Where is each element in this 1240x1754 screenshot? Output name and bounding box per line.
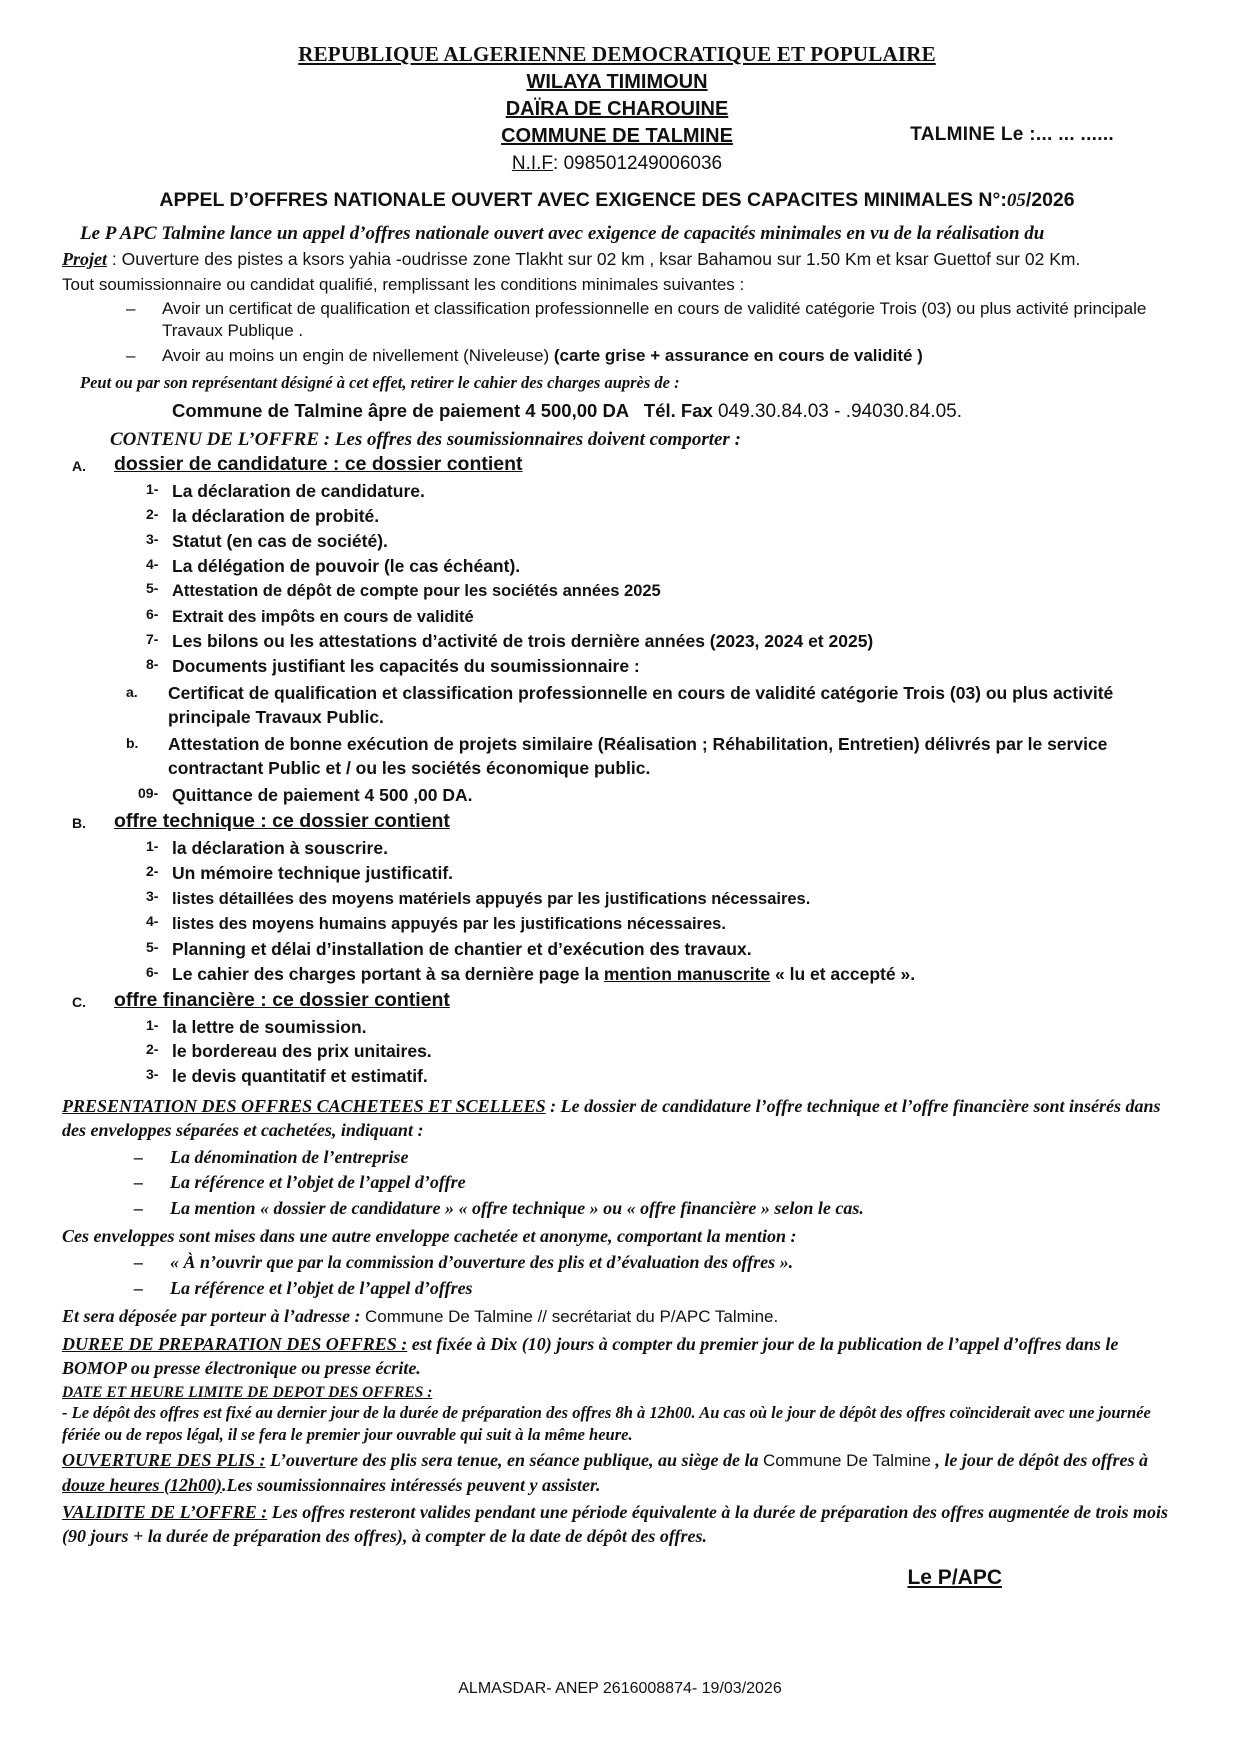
item-text: la déclaration à souscrire. <box>172 838 388 859</box>
place-date: TALMINE Le :... ... ...... <box>910 124 1114 145</box>
item-text: listes détaillées des moyens matériels appuyés par les justifications nécessaires. <box>172 890 811 909</box>
peut-line: Peut ou par son représentant désigné à cet effet, retirer le cahier des charges auprès de : <box>80 373 680 393</box>
list-item <box>146 886 1172 911</box>
duree-block <box>62 1332 1172 1380</box>
validite-label: VALIDITE DE L’OFFRE : <box>62 1502 268 1523</box>
item-text: Attestation de dépôt de compte pour les sociétés années 2025 <box>172 582 661 601</box>
section-c-letter: C. <box>72 993 86 1010</box>
item-index: 7- <box>146 631 159 648</box>
signature: Le P/APC <box>907 1566 1002 1590</box>
list-item <box>146 861 1172 886</box>
tel-label: Tél. Fax <box>643 400 713 422</box>
section-b-items <box>62 836 1172 986</box>
adresse-value: Commune De Talmine // secrétariat du P/APC Talmine. <box>364 1307 779 1327</box>
conditions-list <box>62 298 1172 367</box>
item-index: 3- <box>146 888 159 905</box>
nif-line <box>512 153 722 175</box>
list-item <box>146 554 1172 579</box>
section-c-title: offre financière : ce dossier contient <box>114 988 450 1011</box>
enveloppes-line: Ces enveloppes sont mises dans une autre enveloppe cachetée et anonyme, comportant la mention : <box>62 1226 797 1247</box>
item-index: 1- <box>146 838 159 855</box>
section-b-head <box>62 810 1172 834</box>
condition-1: Avoir un certificat de qualification et classification professionnelle en cours de validité catégorie Trois (03) ou plus activité principale Travaux Publique . <box>162 298 1147 341</box>
item-text: Documents justifiant les capacités du soumissionnaire : <box>172 656 640 677</box>
commune-line: COMMUNE DE TALMINE <box>501 125 733 147</box>
item-index: 09- <box>138 785 159 802</box>
condition-2-bold: (carte grise + assurance en cours de validité ) <box>553 345 923 365</box>
item-text: listes des moyens humains appuyés par les justifications nécessaires. <box>172 915 726 934</box>
presentation-block <box>62 1095 1172 1143</box>
item-text: Les bilons ou les attestations d’activité de trois dernière années (2023, 2024 et 2025) <box>172 631 874 652</box>
sub-text: Certificat de qualification et classification professionnelle en cours de validité catégorie Trois (03) ou plus activité principale Travaux Public. <box>168 682 1114 728</box>
list-item <box>146 1064 1172 1089</box>
date-limite-label: DATE ET HEURE LIMITE DE DEPOT DES OFFRES : <box>62 1384 433 1402</box>
item-index: 3- <box>146 530 159 547</box>
section-a-letter: A. <box>72 458 86 475</box>
ouverture-text-1: L’ouverture des plis sera tenue, en séance publique, au siège de la <box>265 1450 764 1471</box>
list-item <box>146 529 1172 554</box>
item-index: 4- <box>146 913 159 930</box>
item-index: 2- <box>146 505 159 522</box>
duree-label: DUREE DE PREPARATION DES OFFRES : <box>62 1334 408 1355</box>
ouverture-heure: douze heures (12h00) <box>62 1475 223 1496</box>
presentation-items <box>62 1145 1172 1222</box>
item-index: 1- <box>146 481 159 498</box>
section-a-items <box>62 479 1172 679</box>
item-text: La déclaration de candidature. <box>172 481 425 502</box>
list-item <box>126 298 1172 343</box>
section-b <box>62 810 1172 986</box>
section-b-letter: B. <box>72 815 86 832</box>
daira-line: DAÏRA DE CHAROUINE <box>505 98 729 120</box>
sub-index: b. <box>126 735 139 752</box>
list-item <box>134 1170 1172 1196</box>
section-a-title: dossier de candidature : ce dossier contient <box>114 453 523 476</box>
item-text: le devis quantitatif et estimatif. <box>172 1066 428 1087</box>
nif-value: : 098501249006036 <box>553 153 723 174</box>
section-a-last <box>62 783 1172 808</box>
list-item <box>146 504 1172 529</box>
list-item <box>146 911 1172 936</box>
presentation2-item-2: La référence et l’objet de l’appel d’offres <box>170 1277 473 1298</box>
presentation-items-2 <box>62 1250 1172 1301</box>
projet-text: : Ouverture des pistes a ksors yahia -oudrisse zone Tlakht sur 02 km , ksar Bahamou sur 1.50 Km et ksar Guettof sur 02 Km. <box>111 249 1081 270</box>
item-text: Quittance de paiement 4 500 ,00 DA. <box>172 785 473 806</box>
list-item <box>124 732 1172 780</box>
list-item <box>146 1015 1172 1040</box>
list-item <box>146 629 1172 654</box>
title-text: APPEL D’OFFRES NATIONALE OUVERT AVEC EXIGENCE DES CAPACITES MINIMALES N°: <box>159 189 1007 211</box>
item-text: Le cahier des charges portant à sa dernière page la mention manuscrite « lu et accepté ». <box>172 963 916 984</box>
item-index: 8- <box>146 656 159 673</box>
ouverture-commune: Commune De Talmine <box>763 1451 931 1471</box>
list-item <box>146 962 1172 987</box>
nif-label: N.I.F <box>511 153 554 174</box>
tel-value: 049.30.84.03 - .94030.84.05. <box>717 401 962 423</box>
page-title <box>62 189 1172 212</box>
list-item <box>134 1276 1172 1302</box>
list-item <box>146 479 1172 504</box>
item-text: Un mémoire technique justificatif. <box>172 863 454 884</box>
ouverture-text-2: , le jour de dépôt des offres à <box>930 1450 1149 1471</box>
item-index: 1- <box>146 1016 159 1033</box>
list-item <box>134 1250 1172 1276</box>
adresse-label: Et sera déposée par porteur à l’adresse : <box>62 1306 361 1327</box>
section-c-items <box>62 1015 1172 1090</box>
section-c <box>62 989 1172 1090</box>
ouverture-label: OUVERTURE DES PLIS : <box>62 1450 266 1471</box>
item-text: la déclaration de probité. <box>172 505 380 526</box>
item-index: 2- <box>146 863 159 880</box>
date-limite-text: - Le dépôt des offres est fixé au dernier jour de la durée de préparation des offres 8h à 12h00. Au cas où le jour de dépôt des offres coïnciderait avec une journée fériée ou de repos légal, il se fera le premier jour ouvrable qui suit à la même heure. <box>62 1403 1151 1444</box>
retrait-line <box>62 400 1172 423</box>
list-item <box>134 1145 1172 1171</box>
item-index: 3- <box>146 1066 159 1083</box>
presentation-item-3: La mention « dossier de candidature » « offre technique » ou « offre financière » selon le cas. <box>170 1197 864 1218</box>
ouverture-block <box>62 1448 1172 1497</box>
sub-index: a. <box>126 683 138 700</box>
validite-block <box>62 1500 1172 1548</box>
item-text: le bordereau des prix unitaires. <box>172 1041 432 1062</box>
sub-text: Attestation de bonne exécution de projets similaire (Réalisation ; Réhabilitation, Entretien) délivrés par le service contractant Public et / ou les sociétés économique public. <box>168 734 1108 779</box>
list-item <box>134 1196 1172 1222</box>
item-text: Planning et délai d’installation de chantier et d’exécution des travaux. <box>172 938 752 959</box>
presentation-item-2: La référence et l’objet de l’appel d’offre <box>170 1172 466 1193</box>
condition-2: Avoir au moins un engin de nivellement (Niveleuse) <box>162 345 550 365</box>
presentation-heading: PRESENTATION DES OFFRES CACHETEES ET SCELLEES <box>62 1096 546 1117</box>
duree-text: est fixée à Dix (10) jours à compter du premier jour de la publication de l’appel d’offres dans le BOMOP ou presse électronique ou presse écrite. <box>62 1334 1119 1379</box>
header-center <box>62 42 1172 175</box>
retrait-text: Commune de Talmine âpre de paiement 4 500,00 DA <box>172 400 629 422</box>
item-index: 2- <box>146 1041 159 1058</box>
document-body <box>62 42 1172 1590</box>
validite-text: Les offres resteront valides pendant une période équivalente à la durée de préparation des offres augmentée de trois mois (90 jours + la durée de préparation des offres), à compter de la date de dépôt des offres. <box>62 1502 1168 1547</box>
title-year: /2026 <box>1025 189 1075 211</box>
item-index: 5- <box>146 938 159 955</box>
item-index: 6- <box>146 963 159 980</box>
item-text: la lettre de soumission. <box>172 1016 367 1037</box>
header-block <box>62 42 1172 175</box>
presentation-item-1: La dénomination de l’entreprise <box>170 1146 409 1167</box>
list-item <box>146 836 1172 861</box>
presentation2-item-1: « À n’ouvrir que par la commission d’ouverture des plis et d’évaluation des offres ». <box>170 1252 794 1273</box>
section-a <box>62 453 1172 808</box>
footer-reference: ALMASDAR- ANEP 2616008874- 19/03/2026 <box>458 1680 782 1697</box>
wilaya-line: WILAYA TIMIMOUN <box>526 71 708 93</box>
item-text: Statut (en cas de société). <box>172 530 388 551</box>
list-item <box>146 604 1172 629</box>
item-text: Extrait des impôts en cours de validité <box>172 607 474 626</box>
list-item <box>126 345 1172 367</box>
section-b-title: offre technique : ce dossier contient <box>114 810 450 833</box>
item-index: 6- <box>146 605 159 622</box>
item-index: 4- <box>146 555 159 572</box>
list-item <box>138 783 1172 808</box>
adresse-line <box>62 1304 1172 1329</box>
list-item <box>146 578 1172 603</box>
list-item <box>124 681 1172 729</box>
list-item <box>146 937 1172 962</box>
presentation-rest: : Le dossier de candidature l’offre technique et l’offre financière sont insérés dans des enveloppes séparées et cachetées, indiquant : <box>62 1096 1161 1140</box>
list-item <box>146 654 1172 679</box>
section-a-head <box>62 453 1172 477</box>
mention-manuscrite: mention manuscrite <box>603 963 771 984</box>
projet-label: Projet <box>62 249 107 270</box>
item-index: 5- <box>146 580 159 597</box>
conditions-intro: Tout soumissionnaire ou candidat qualifié, remplissant les conditions minimales suivantes : <box>62 274 745 294</box>
projet-line <box>62 248 1172 271</box>
republic-line: REPUBLIQUE ALGERIENNE DEMOCRATIQUE ET POPULAIRE <box>298 42 936 66</box>
intro-paragraph: Le P APC Talmine lance un appel d’offres nationale ouvert avec exigence de capacités minimales en vu de la réalisation du <box>80 223 1045 244</box>
contenu-offre: CONTENU DE L’OFFRE : Les offres des soumissionnaires doivent comporter : <box>110 429 741 451</box>
list-item <box>146 1039 1172 1064</box>
ouverture-text-3: .Les soumissionnaires intéressés peuvent y assister. <box>222 1475 601 1496</box>
section-c-head <box>62 989 1172 1013</box>
section-a-subitems <box>62 681 1172 781</box>
title-number: 05 <box>1006 190 1026 211</box>
item-text: La délégation de pouvoir (le cas échéant). <box>172 555 521 576</box>
